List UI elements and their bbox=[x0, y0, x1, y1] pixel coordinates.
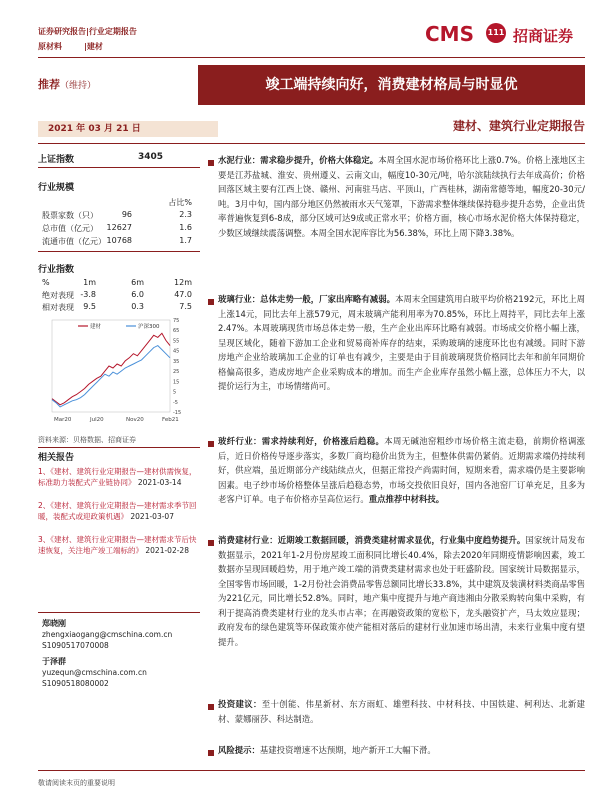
section-bullet bbox=[208, 750, 214, 756]
section-bullet bbox=[208, 160, 214, 166]
y-tick-label: -5 bbox=[173, 399, 178, 406]
glass-section bbox=[218, 292, 585, 394]
analyst-id: S1090518080002 bbox=[42, 679, 109, 688]
fiberglass-text: 本周无碱池窑粗纱市场价格主流走稳，前期价格调涨后，近日价格传导逐步落实，多数厂商均稳价出货为主，但整体供需仍紧俏。近期需求端仍持续利好，供应端，虽近期部分产线陆续点火，但据正常投产尚需时间，短期来看，需求端仍是主要影响因素。电子纱市场价格整体呈涨后趋稳态势，市场交投依旧良好，国内各池窑厂订单充足，且多为老客户订单。电子布价格亦呈高位运行。 bbox=[218, 436, 586, 504]
perf-name: 相对表现 bbox=[42, 303, 74, 312]
y-tick-label: 5 bbox=[173, 389, 177, 396]
related-report-2[interactable] bbox=[38, 500, 200, 522]
sidebar-divider bbox=[38, 447, 200, 448]
sector-tag bbox=[38, 41, 103, 52]
index-value: 3405 bbox=[138, 152, 164, 162]
related-report-3[interactable] bbox=[38, 534, 200, 556]
sidebar-divider bbox=[38, 612, 200, 613]
y-tick-label: 65 bbox=[173, 328, 180, 335]
series-line-0 bbox=[52, 333, 170, 405]
report-headline: 竣工端持续向好，消费建材格局与时显优 bbox=[198, 65, 585, 105]
x-tick-label: Jul20 bbox=[90, 417, 104, 423]
logo-cms-text: CMS bbox=[425, 22, 474, 46]
investment-section bbox=[218, 697, 585, 726]
fiberglass-lead: 玻纤行业：需求持续利好，价格涨后趋稳。 bbox=[218, 436, 385, 446]
industry-index-chart bbox=[38, 312, 200, 432]
perf-value: 0.3 bbox=[131, 302, 144, 311]
analyst-name: 郑晓刚 bbox=[42, 619, 66, 628]
cms-logo bbox=[425, 22, 585, 48]
perf-name: 绝对表现 bbox=[42, 291, 74, 300]
scale-pct: 1.7 bbox=[179, 236, 192, 245]
perf-col: 6m bbox=[131, 278, 144, 287]
consumer-text: 国家统计局发布数据显示，2021年1-2月份房屋竣工面积同比增长40.4%，除去2020年同期疫情影响因素，竣工数据亦呈现回暖趋势，用于地产竣工端的消费类建材需求也处于旺盛阶段。国家统计局数据显示，全国零售市场回暖，1-2月份社会消费品零售总额同比增长33.8%，其中建筑及装潢材料类商品零售为221亿元，同比增长52.8%。同时，地产集中度提升与地产商违湘由分散采购转向集中采购，有利于提高消费类建材行业的龙头市占率；在再融资政策的宽松下，龙头融资扩产，马太效应显现；政府发布的绿色建筑等环保政策亦使产能相对落后的建材行业加速市场出清，未来行业集中度有望提升。 bbox=[218, 535, 585, 647]
cement-lead: 水泥行业：需求稳步提升，价格大体稳定。 bbox=[218, 155, 379, 165]
scale-heading bbox=[38, 180, 200, 193]
y-tick-label: 35 bbox=[173, 358, 180, 365]
related-label: 相关报告 bbox=[38, 453, 75, 463]
rating bbox=[38, 76, 96, 92]
header-divider bbox=[38, 57, 585, 58]
scale-value: 96 bbox=[121, 210, 132, 219]
series-line-1 bbox=[52, 346, 170, 407]
related-report-1[interactable] bbox=[38, 466, 200, 488]
perf-header-row bbox=[42, 278, 192, 289]
scale-pct: 1.6 bbox=[179, 223, 192, 232]
analyst-1 bbox=[42, 618, 172, 651]
y-tick-label: 55 bbox=[173, 338, 180, 345]
index-row bbox=[38, 152, 200, 165]
x-tick-label: Mar20 bbox=[54, 417, 72, 423]
analyst-id: S1090517070008 bbox=[42, 641, 109, 650]
logo-name: 招商证券 bbox=[513, 27, 574, 45]
consumer-materials-section bbox=[218, 533, 585, 649]
y-tick-label: 45 bbox=[173, 348, 180, 355]
scale-value: 12627 bbox=[106, 223, 132, 232]
related-date: 2021-02-28 bbox=[145, 546, 189, 555]
investment-lead: 投资建议： bbox=[218, 699, 262, 709]
section-bullet bbox=[208, 441, 214, 447]
perf-heading bbox=[38, 262, 200, 275]
report-date: 2021 年 03 月 21 日 bbox=[38, 121, 218, 137]
perf-col: 1m bbox=[83, 278, 96, 287]
rating-value: 推荐 bbox=[38, 78, 60, 91]
perf-col: % bbox=[42, 278, 50, 287]
sector-tag-primary: 原材料 bbox=[38, 42, 62, 51]
scale-name: 股票家数（只） bbox=[42, 211, 98, 220]
scale-name: 总市值（亿元） bbox=[42, 224, 98, 233]
cement-section bbox=[218, 153, 585, 240]
table-row bbox=[42, 290, 192, 301]
risk-section bbox=[218, 743, 585, 758]
investment-text: 至十创能、伟星新材、东方雨虹、雄塑科技、中材科技、中国铁建、柯利达、北新建材、蒙娜丽莎、科达制造。 bbox=[218, 699, 585, 724]
perf-value: 47.0 bbox=[174, 290, 192, 299]
legend-label: 沪深300 bbox=[138, 324, 160, 330]
table-row bbox=[42, 210, 192, 221]
x-tick-label: Nov20 bbox=[126, 417, 144, 423]
risk-lead: 风险提示： bbox=[218, 745, 260, 755]
related-title: 2、《建材、建筑行业定期报告—建材需求季节回暖，装配式或迎政策机遇》 bbox=[38, 501, 197, 521]
x-tick-label: Feb21 bbox=[162, 417, 179, 423]
perf-value: 7.5 bbox=[179, 302, 192, 311]
scale-col-header: 占比% bbox=[168, 198, 192, 207]
section-bullet bbox=[208, 299, 214, 305]
glass-text: 本周末全国建筑用白玻平均价格2192元，环比上周上涨14元，同比去年上涨579元，周末玻璃产能利用率为70.85%，环比上周持平，同比去年上涨2.47%。本周玻璃现货市场总体走势一般，生产企业出库环比略有减弱。市场成交价格小幅上涨，呈现区域化，随着下游加工企业和贸易商补库存的结束，采购玻璃的速度环比也有减缓。同时下游房地产企业给玻璃加工企业的订单也有减少，主要是由于目前玻璃现货价格同比去年和前年同期价格偏高很多，造成房地产企业采购成本的增加。而生产企业库存虽然小幅上涨，总体压力不大，以提价运行为主，市场情绪尚可。 bbox=[218, 294, 586, 391]
report-title: 建材、建筑行业定期报告 bbox=[452, 119, 585, 133]
section-bullet bbox=[208, 704, 214, 710]
perf-value: -3.8 bbox=[80, 290, 96, 299]
related-title: 1、《建材、建筑行业定期报告—建材供需恢复，标准助力装配式产业链协同》 bbox=[38, 467, 197, 487]
risk-text: 基建投资增速不达预期，地产新开工大幅下滑。 bbox=[259, 745, 436, 755]
perf-value: 9.5 bbox=[83, 302, 96, 311]
analyst-name: 于泽群 bbox=[42, 657, 66, 666]
scale-pct: 2.3 bbox=[179, 210, 192, 219]
fiberglass-section bbox=[218, 434, 585, 507]
y-tick-label: 75 bbox=[173, 318, 180, 324]
logo-badge: 111 bbox=[486, 23, 506, 43]
scale-name: 流通市值（亿元） bbox=[42, 237, 106, 246]
title-divider bbox=[38, 143, 585, 144]
glass-lead: 玻璃行业：总体走势一般，厂家出库略有减弱。 bbox=[218, 294, 396, 304]
footer-note: 敬请阅读末页的重要说明 bbox=[38, 779, 115, 787]
scale-value: 10768 bbox=[106, 236, 132, 245]
perf-value: 6.0 bbox=[131, 290, 144, 299]
scale-label: 行业规模 bbox=[38, 183, 75, 193]
footer-divider bbox=[38, 770, 585, 771]
related-title: 3、《建材、建筑行业定期报告—建材需求节后快速恢复，关注地产竣工端标的》 bbox=[38, 535, 197, 555]
chart-source: 资料来源：贝格数据、招商证券 bbox=[38, 436, 136, 444]
related-date: 2021-03-14 bbox=[137, 478, 182, 487]
analyst-2 bbox=[42, 656, 147, 689]
table-row bbox=[42, 223, 192, 234]
related-heading bbox=[38, 450, 200, 463]
table-row bbox=[42, 236, 192, 247]
scale-header-row bbox=[42, 197, 192, 208]
sidebar-divider bbox=[38, 167, 200, 168]
fiberglass-recommend: 重点推荐中材科技。 bbox=[368, 494, 445, 504]
y-tick-label: 15 bbox=[173, 379, 180, 386]
rating-note: （维持） bbox=[60, 81, 97, 91]
analyst-email[interactable]: yuzequn@cmschina.com.cn bbox=[42, 668, 147, 677]
analyst-email[interactable]: zhengxiaogang@cmschina.com.cn bbox=[42, 630, 173, 639]
related-date: 2021-03-07 bbox=[130, 512, 174, 521]
perf-label: 行业指数 bbox=[38, 265, 75, 275]
sector-tag-secondary: |建材 bbox=[84, 42, 103, 51]
index-label: 上证指数 bbox=[38, 155, 75, 165]
perf-col: 12m bbox=[174, 278, 192, 287]
cement-text: 本周全国水泥市场价格环比上涨0.7%。价格上涨地区主要是江苏盐城、淮安、贵州遵义、云南文山，幅度10-30元/吨，哈尔滨陆续执行去年成高价；价格回落区域主要有江西上饶、赣州、河南驻马店、平顶山，广西桂林，湖南常德等地，幅度20-30元/吨。3月中旬，国内部分地区仍然被雨水天气笼罩，下游需求整体继续保持稳步提升态势，企业出货率普遍恢复到6-8成，部分区域可达9成或正常水平；价格方面，核心市场水泥价格大体保持稳定，少数区域继续震荡调整。本周全国水泥库容比为56.38%，环比上周下降3.38%。 bbox=[218, 155, 586, 238]
report-type-tag: 证券研究报告|行业定期报告 bbox=[38, 27, 137, 36]
y-tick-label: -15 bbox=[173, 410, 182, 416]
y-tick-label: 25 bbox=[173, 369, 180, 376]
section-bullet bbox=[208, 540, 214, 546]
consumer-lead: 消费建材行业：近期竣工数据回暖，消费类建材需求显优，行业集中度趋势提升。 bbox=[218, 535, 526, 545]
sidebar-divider bbox=[38, 251, 200, 252]
legend-label: 建材 bbox=[90, 324, 102, 330]
